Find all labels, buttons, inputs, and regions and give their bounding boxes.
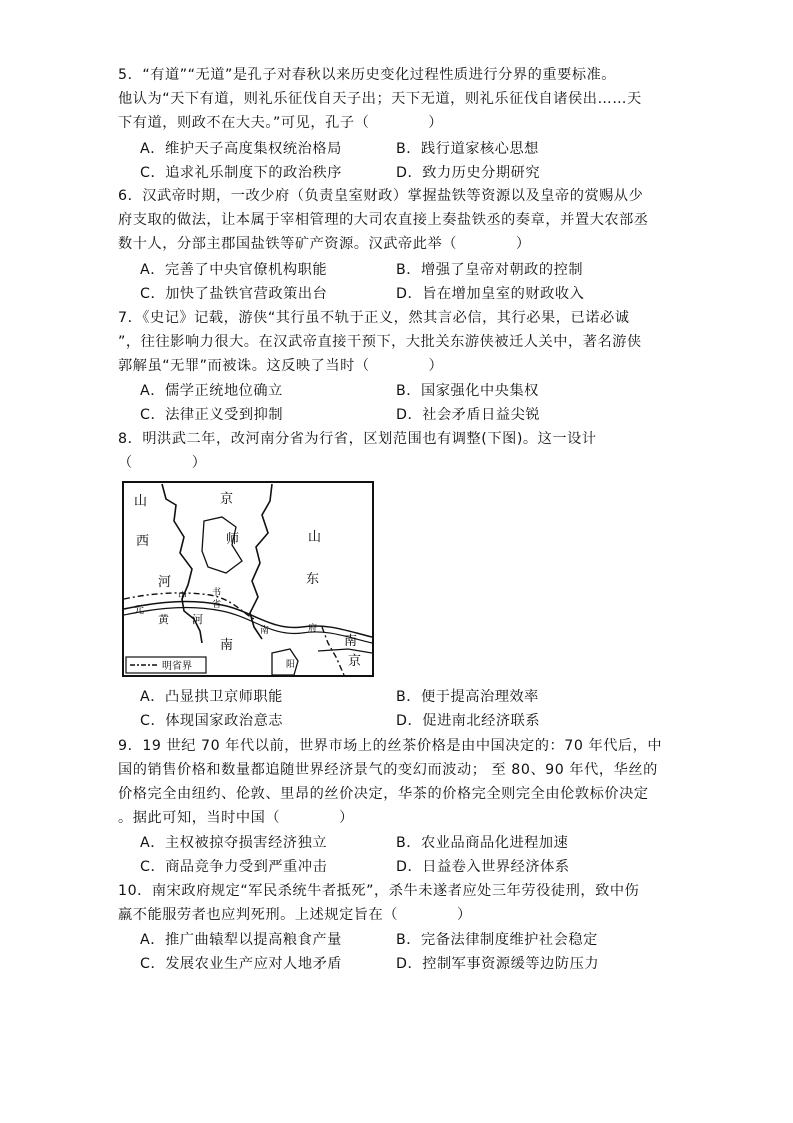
q8-option-c: C．体现国家政治意志 [140, 713, 284, 729]
map-label-shu: 书 [212, 588, 222, 598]
q6-option-b: B．增强了皇帝对朝政的控制 [396, 262, 584, 278]
q5-option-d: D．致力历史分期研究 [396, 165, 541, 181]
q6-option-a: A．完善了中央官僚机构职能 [140, 262, 328, 278]
q9-stem-line-1: 9．19 世纪 70 年代以前，世界市场上的丝茶价格是由中国决定的：70 年代后，中 [118, 738, 663, 754]
q10-option-c: C．发展农业生产应对人地矛盾 [140, 956, 343, 972]
map-label-jing: 京 [220, 492, 234, 507]
map-label-he2: 河 [192, 613, 203, 626]
q9-option-a: A．主权被掠夺损害经济独立 [140, 835, 328, 851]
map-label-jing2: 京 [348, 654, 362, 669]
q7-option-b: B．国家强化中央集权 [396, 383, 539, 399]
map-label-shi: 师 [226, 532, 240, 547]
q9-option-b: B．农业品商品化进程加速 [396, 835, 569, 851]
q8-option-b: B．便于提高治理效率 [396, 689, 539, 705]
q6-stem-line-2: 府支取的做法，让本属于宰相管理的大司农直接上奏盐铁丞的奏章，并置大农部丞 [118, 212, 649, 228]
map-label-he: 河 [158, 575, 172, 590]
map-label-shan2: 山 [308, 530, 322, 545]
q6-option-c: C．加快了盐铁官营政策出台 [140, 286, 328, 302]
q9-stem-line-3: 价格完全由纽约、伦敦、里昂的丝价决定，华茶的价格完全则完全由伦敦标价决定 [118, 786, 649, 802]
q5-stem-line-2: 他认为“天下有道，则礼乐征伐自天子出；天下无道，则礼乐征伐自诸侯出……天 [118, 91, 642, 107]
q10-option-b: B．完备法律制度维护社会稳定 [396, 932, 598, 948]
map-label-zhong: 中 [178, 592, 188, 602]
q5-option-a: A．维护天子高度集权统治格局 [140, 141, 342, 157]
map-legend-label: 明省界 [162, 661, 192, 672]
map-label-xi: 西 [136, 534, 150, 549]
q10-stem-line-1: 10．南宋政府规定“军民杀统牛者抵死”，杀牛未遂者应处三年劳役徒刑，致中伤 [118, 883, 640, 899]
q9-stem-line-2: 国的销售价格和数量都追随世界经济景气的变幻而波动； 至 80、90 年代，华丝的 [118, 762, 658, 778]
q5-stem-line-1: 5．“有道”“无道”是孔子对春秋以来历史变化过程性质进行分界的重要标准。 [118, 67, 617, 83]
map-label-shan: 山 [134, 494, 148, 509]
q9-stem-line-4: 。据此可知，当时中国（ ） [118, 810, 354, 826]
map-label-nan3: 南 [260, 626, 270, 636]
q10-option-a: A．推广曲辕犁以提高粮食产量 [140, 932, 342, 948]
q7-option-a: A．儒学正统地位确立 [140, 383, 283, 399]
q6-stem-line-3: 数十人，分部主郡国盐铁等矿产资源。汉武帝此举（ ） [118, 236, 531, 252]
q6-stem-line-1: 6．汉武帝时期，一改少府（负责皇室财政）掌握盐铁等资源以及皇帝的赏赐从少 [118, 188, 644, 204]
q7-stem-line-1: 7．《史记》记载，游侠“其行虽不轨于正义，然其言必信，其行必果，已诺必诚 [118, 310, 630, 326]
q9-option-c: C．商品竞争力受到严重冲击 [140, 859, 328, 875]
q5-stem-line-3: 下有道，则政不在大夫。”可见，孔子（ ） [118, 115, 444, 131]
map-label-nan2: 南 [344, 634, 358, 649]
map-label-dong: 东 [306, 572, 320, 587]
q5-option-b: B．践行道家核心思想 [396, 141, 539, 157]
q7-stem-line-2: ”，往往影响力很大。在汉武帝直接干预下，大批关东游侠被迁人关中，著名游侠 [118, 334, 642, 350]
map-label-yuan: 元 [134, 605, 144, 616]
q9-option-d: D．日益卷入世界经济体系 [396, 859, 570, 875]
q10-stem-line-2: 羸不能服劳者也应判死刑。上述规定旨在（ ） [118, 907, 472, 923]
map-label-nan: 南 [220, 638, 234, 653]
q7-option-d: D．社会矛盾日益尖锐 [396, 407, 541, 423]
map-label-yang: 阳 [286, 660, 296, 670]
ming-province-map [122, 481, 374, 677]
q8-option-d: D．促进南北经济联系 [396, 713, 541, 729]
map-label-fu: 府 [308, 624, 318, 634]
q6-option-d: D．旨在增加皇室的财政收入 [396, 286, 585, 302]
map-label-sheng: 省 [212, 600, 222, 610]
q10-option-d: D．控制军事资源缓等边防压力 [396, 956, 600, 972]
q8-stem-line-2: （ ） [118, 455, 207, 471]
q8-option-a: A．凸显拱卫京师职能 [140, 689, 283, 705]
q8-stem-line-1: 8．明洪武二年，改河南分省为行省，区划范围也有调整(下图)。这一设计 [118, 431, 597, 447]
q5-option-c: C．追求礼乐制度下的政治秩序 [140, 165, 343, 181]
q7-stem-line-3: 郭解虽“无罪”而被诛。这反映了当时（ ） [118, 358, 444, 374]
map-label-huang: 黄 [158, 613, 169, 626]
q7-option-c: C．法律正义受到抑制 [140, 407, 284, 423]
